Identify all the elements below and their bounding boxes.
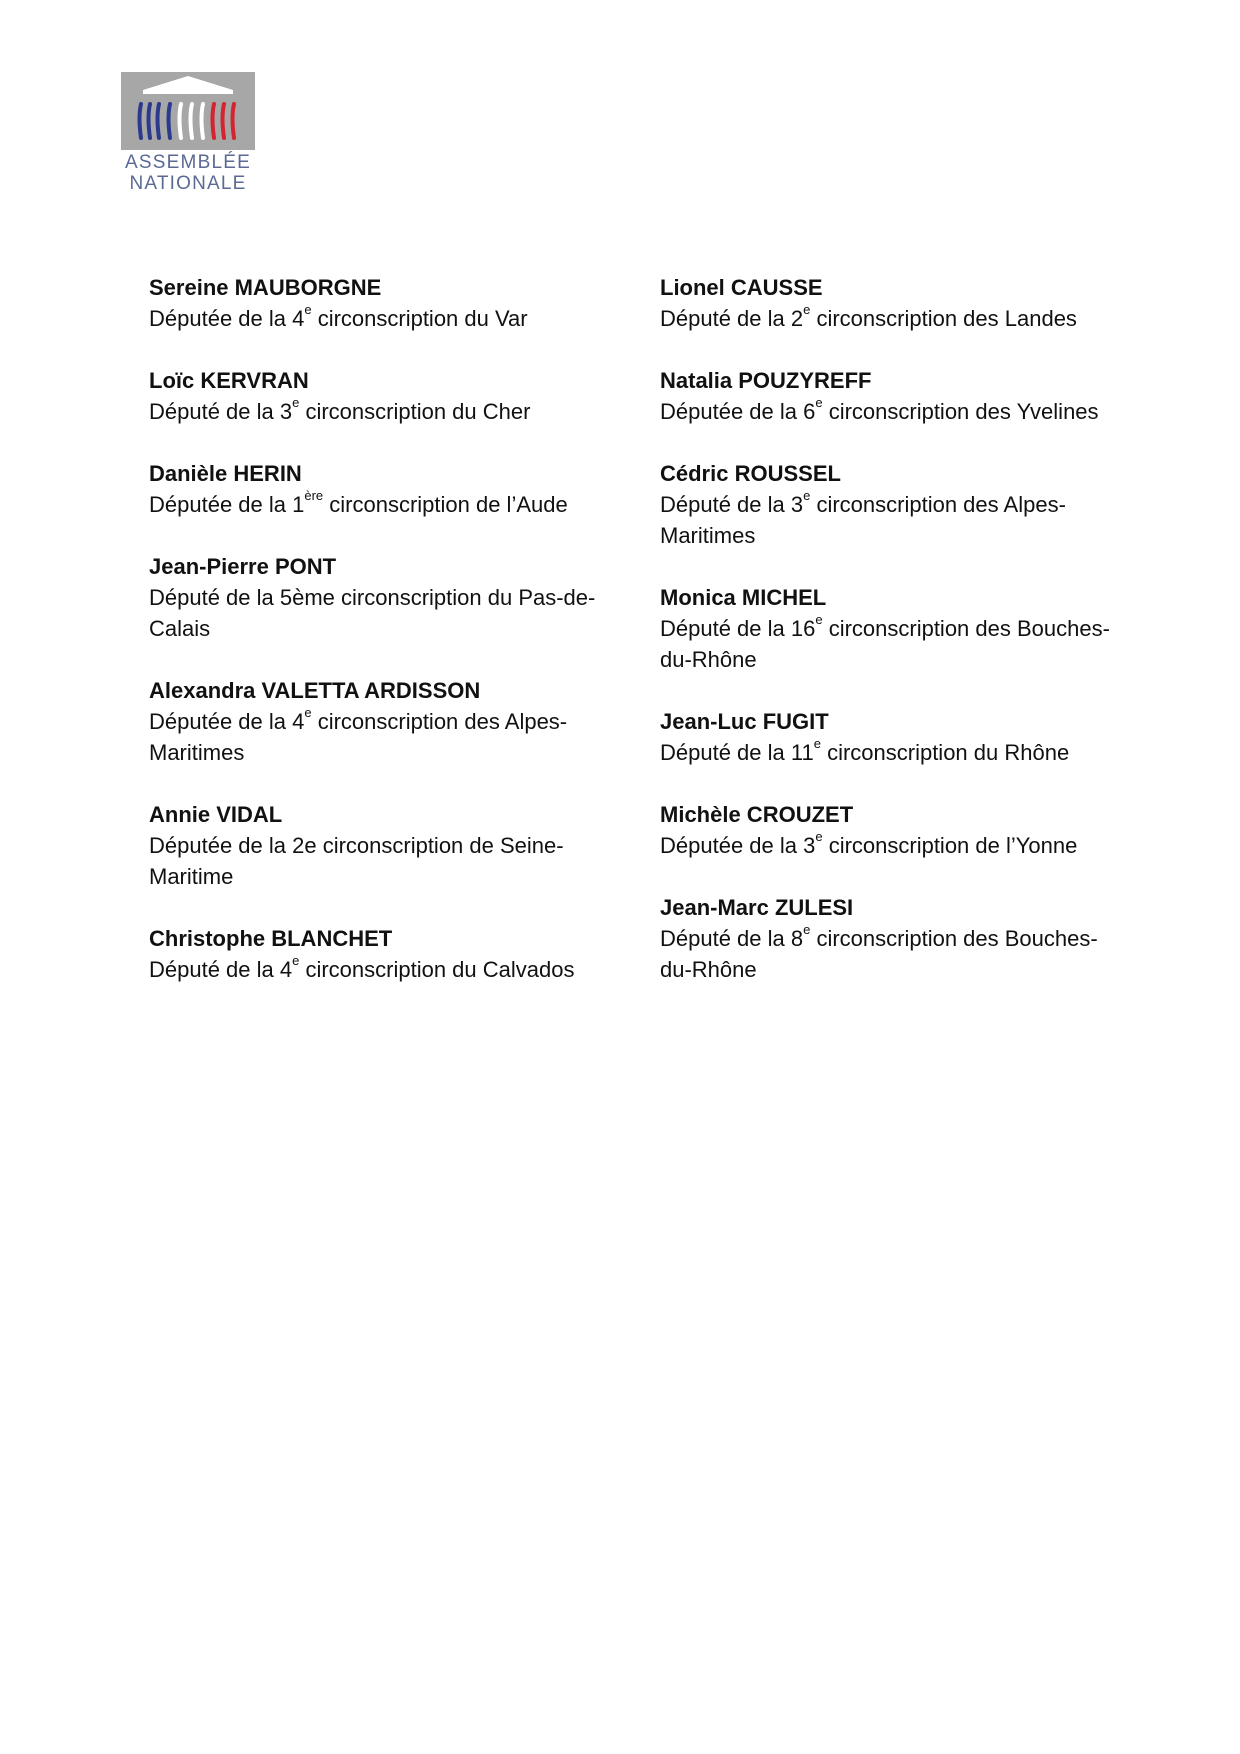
logo-emblem (121, 72, 255, 150)
hemicycle-icon (121, 72, 255, 150)
deputy-name: Sereine MAUBORGNE (149, 275, 382, 300)
deputy-entry (149, 799, 619, 892)
deputy-name: Annie VIDAL (149, 802, 283, 827)
deputy-constituency: Députée de la 6e circonscription des Yvelines (660, 394, 1099, 424)
deputy-constituency: Députée de la 3e circonscription de l’Yonne (660, 828, 1078, 858)
logo-line-2: NATIONALE (129, 173, 247, 194)
deputy-entry (660, 706, 1120, 768)
deputy-name: Monica MICHEL (660, 585, 827, 610)
deputy-name: Cédric ROUSSEL (660, 461, 841, 486)
deputy-name: Loïc KERVRAN (149, 368, 309, 393)
deputy-name: Christophe BLANCHET (149, 926, 393, 951)
deputy-entry (149, 675, 619, 768)
deputy-name: Jean-Luc FUGIT (660, 709, 829, 734)
deputy-entry (660, 799, 1120, 861)
deputy-entry (660, 582, 1120, 675)
deputy-name: Michèle CROUZET (660, 802, 854, 827)
deputy-name: Alexandra VALETTA ARDISSON (149, 678, 481, 703)
deputy-entry (660, 458, 1120, 551)
deputy-name: Lionel CAUSSE (660, 275, 823, 300)
logo-wordmark (121, 152, 255, 194)
deputy-constituency: Député de la 3e circonscription des Alpes-Maritimes (660, 487, 1066, 548)
deputy-name: Danièle HERIN (149, 461, 302, 486)
assemblee-nationale-logo (121, 72, 255, 196)
deputy-constituency: Député de la 4e circonscription du Calvados (149, 952, 575, 982)
deputy-constituency: Député de la 16e circonscription des Bouches-du-Rhône (660, 611, 1110, 672)
right-deputies-column (660, 272, 1120, 1016)
deputy-name: Jean-Marc ZULESI (660, 895, 854, 920)
left-deputies-column (149, 272, 619, 1016)
deputy-name: Jean-Pierre PONT (149, 554, 337, 579)
deputy-constituency: Députée de la 1ère circonscription de l’Aude (149, 487, 568, 517)
deputy-constituency: Députée de la 2e circonscription de Seine-Maritime (149, 833, 564, 889)
deputy-entry (149, 923, 619, 985)
deputy-constituency: Député de la 8e circonscription des Bouches-du-Rhône (660, 921, 1098, 982)
deputy-entry (149, 458, 619, 520)
deputy-entry (660, 892, 1120, 985)
logo-line-1: ASSEMBLÉE (125, 152, 251, 173)
deputy-constituency: Député de la 11e circonscription du Rhône (660, 735, 1070, 765)
deputy-entry (149, 272, 619, 334)
deputy-constituency: Député de la 3e circonscription du Cher (149, 394, 531, 424)
deputy-constituency: Député de la 5ème circonscription du Pas-de-Calais (149, 585, 596, 641)
deputy-constituency: Député de la 2e circonscription des Landes (660, 301, 1077, 331)
deputy-constituency: Députée de la 4e circonscription du Var (149, 301, 528, 331)
deputy-name: Natalia POUZYREFF (660, 368, 872, 393)
deputy-entry (660, 365, 1120, 427)
deputy-entry (149, 551, 619, 644)
deputy-entry (149, 365, 619, 427)
deputy-entry (660, 272, 1120, 334)
deputy-constituency: Députée de la 4e circonscription des Alpes-Maritimes (149, 704, 568, 765)
